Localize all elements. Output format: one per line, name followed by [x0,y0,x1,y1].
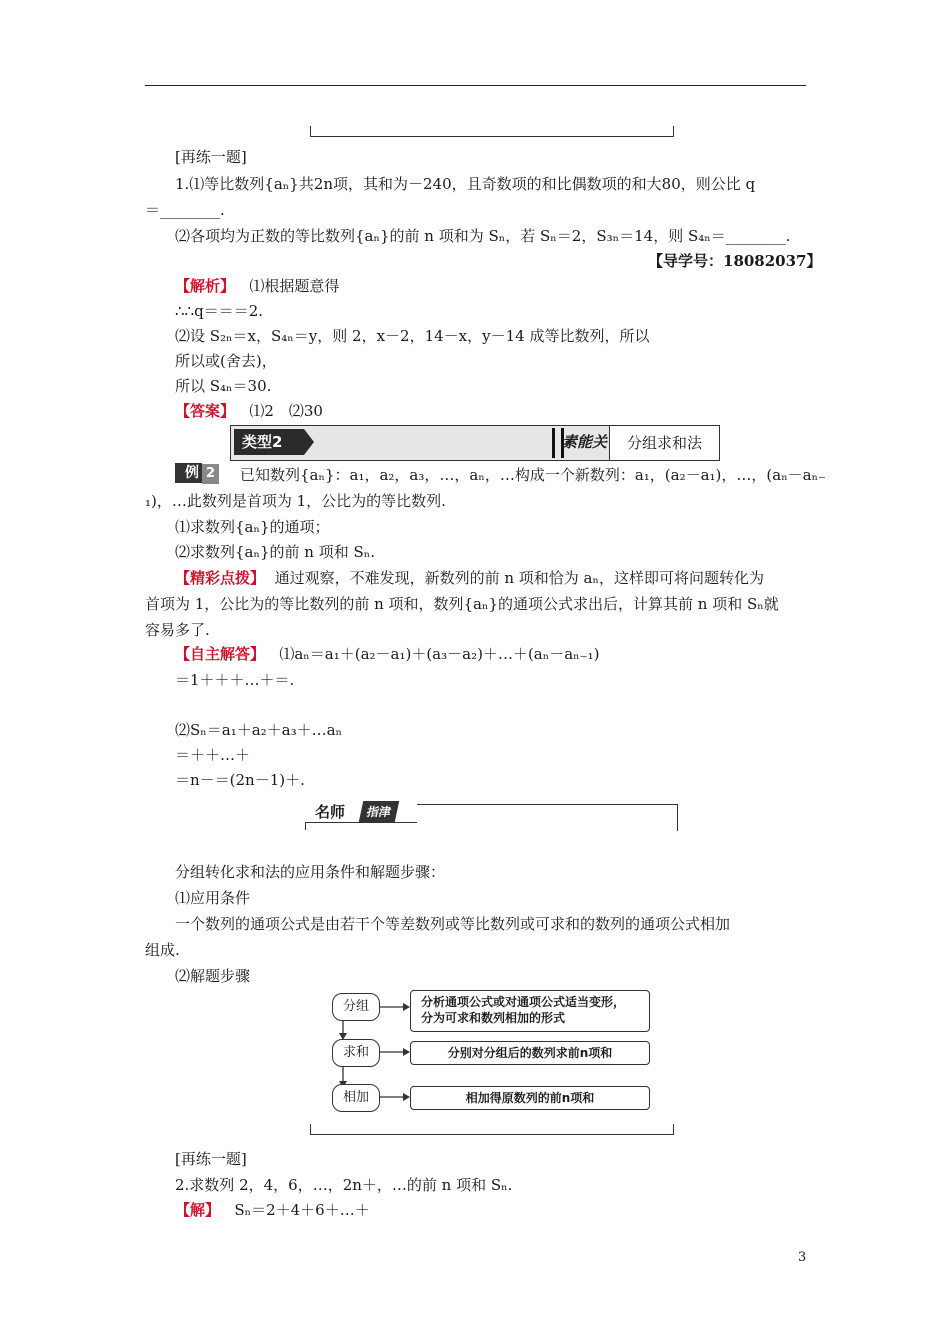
flow-desc-group [410,990,650,1032]
practice2-sol-tag: 【解】 [175,1201,221,1219]
flow-bottom-bracket [310,1124,674,1135]
example-q1: ⑴求数列{aₙ}的通项； [175,518,330,536]
hint-tag: 【精彩点拨】 [175,569,266,587]
teacher-header-frame [417,804,678,831]
flow-step-sum: 求和 [332,1039,380,1067]
page-number: 3 [798,1250,807,1265]
solution-line5: ＝n－＝(2n－1)＋. [175,771,305,789]
hint-line2: 首项为 1，公比为的等比数列的前 n 项和，数列{aₙ}的通项公式求出后，计算其前 n 项和 Sₙ就 [145,595,779,613]
practice1-q1-line2: ＝________. [145,201,225,219]
teacher-cond-2: 组成. [145,941,180,959]
example-tag [175,463,219,483]
practice2-header: [再练一题] [175,1150,247,1168]
analysis-line3: ⑵设 S₂ₙ＝x，S₄ₙ＝y，则 2，x－2，14－x，y－14 成等比数列，所以 [175,327,650,345]
analysis-line4: 所以或(舍去)， [175,352,277,370]
practice2-sol-text: Sₙ＝2＋4＋6＋…＋ [234,1201,370,1219]
teacher-cond-1: 一个数列的通项公式是由若干个等差数列或等比数列或可求和的数列的通项公式相加 [175,915,731,933]
practice2-solution [175,1200,370,1220]
banner-arrow-icon [304,429,314,455]
analysis-text-1: ⑴根据题意得 [249,277,340,295]
answer-line [175,401,323,421]
example-line1: 已知数列{aₙ}：a₁，a₂，a₃，…，aₙ，…构成一个新数列：a₁，(a₂－a₁)，…，(aₙ－aₙ₋ [240,466,827,484]
solution-line1 [175,644,599,664]
analysis-line5: 所以 S₄ₙ＝30. [175,377,272,395]
practice1-q2-line: ⑵各项均为正数的等比数列{aₙ}的前 n 项和为 Sₙ，若 Sₙ＝2，S₃ₙ＝14，则 S₄ₙ＝________. [175,227,791,245]
top-rule [145,85,806,86]
teacher-label: 名师 [315,803,346,821]
banner-title: 分组求和法 [610,425,720,461]
flow-desc-group-1: 分析通项公式或对通项公式适当变形， [421,995,626,1009]
answer-text: ⑴2 ⑵30 [249,402,323,420]
hint-line3: 容易多了. [145,621,210,639]
hint-text-1: 通过观察，不难发现，新数列的前 n 项和恰为 aₙ，这样即可将问题转化为 [274,569,764,587]
flow-desc-sum: 分别对分组后的数列求前n项和 [410,1041,650,1065]
practice2-question: 2.求数列 2，4，6，…，2n＋，…的前 n 项和 Sₙ. [175,1176,513,1194]
solution-line4: ＝＋＋…＋ [175,746,251,764]
teacher-header-tick [305,822,306,830]
guide-number: 【导学号：18082037】 [648,252,822,270]
analysis-line1 [175,276,339,296]
example-line2: ₁)，…此数列是首项为 1，公比为的等比数列. [145,492,446,510]
solution-line3: ⑵Sₙ＝a₁＋a₂＋a₃＋…aₙ [175,721,343,739]
solution-tag: 【自主解答】 [175,645,266,663]
teacher-intro: 分组转化求和法的应用条件和解题步骤： [175,863,446,881]
type-banner [230,425,720,461]
example-label: 例 [175,463,202,483]
teacher-guide-header [305,800,678,832]
flow-desc-add: 相加得原数列的前n项和 [410,1086,650,1110]
example-number: 2 [202,464,219,484]
answer-tag: 【答案】 [175,402,236,420]
solution-text-1: ⑴aₙ＝a₁＋(a₂－a₁)＋(a₃－a₂)＋…＋(aₙ－aₙ₋₁) [279,645,600,663]
practice1-header: [再练一题] [175,148,247,166]
teacher-label-badge: 指津 [359,801,399,822]
flow-step-add: 相加 [332,1084,380,1112]
example-q2: ⑵求数列{aₙ}的前 n 项和 Sₙ. [175,543,376,561]
flow-desc-group-2: 分为可求和数列相加的形式 [421,1011,566,1025]
analysis-line2: ∴∴q＝＝＝2. [175,302,264,320]
teacher-steps-title: ⑵解题步骤 [175,967,251,985]
flow-step-group: 分组 [332,993,380,1021]
practice1-q1-line1: 1.⑴等比数列{aₙ}共2n项，其和为－240，且奇数项的和比偶数项的和大80，则公比 q [175,175,756,193]
analysis-tag: 【解析】 [175,277,236,295]
box-bottom-bracket [310,126,674,137]
banner-level: 素能关 [562,433,608,451]
banner-type-tag: 类型2 [234,429,304,455]
solution-line2: ＝1＋＋＋…＋＝. [175,671,295,689]
teacher-header-line [305,822,417,823]
teacher-cond-title: ⑴应用条件 [175,889,251,907]
hint-line1 [175,568,764,588]
